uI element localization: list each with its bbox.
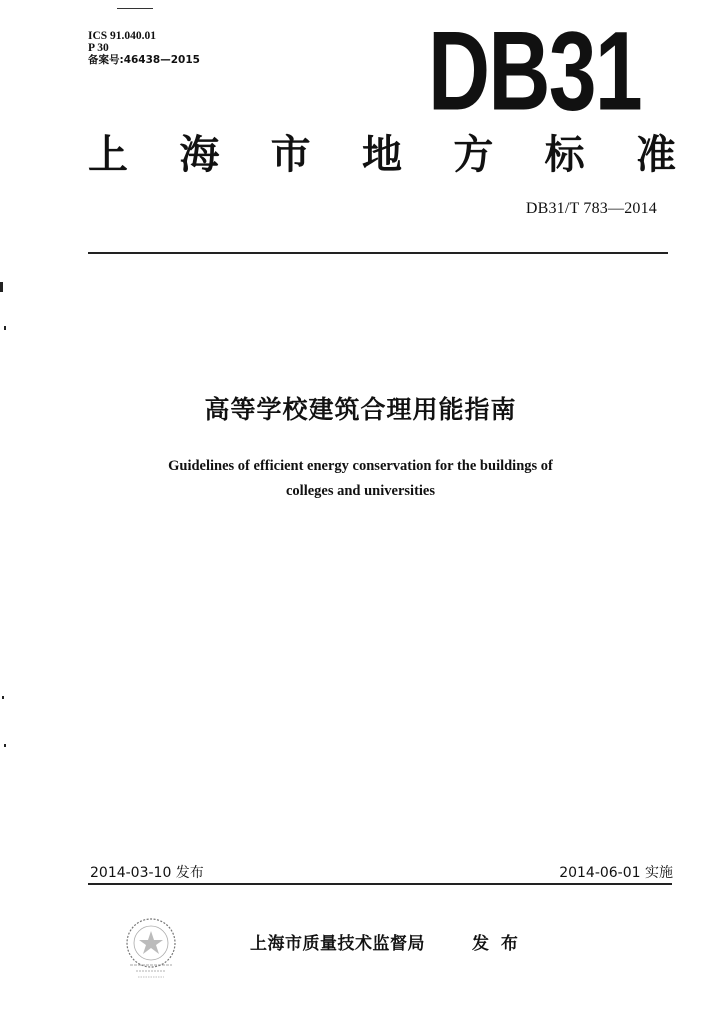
official-seal-icon <box>116 913 186 983</box>
scan-mark <box>2 696 4 699</box>
footer-divider <box>88 883 672 885</box>
title-char: 地 <box>361 131 402 178</box>
scan-mark <box>0 282 3 292</box>
db31-logo: DB31 <box>428 8 641 135</box>
publish-label: 发 布 <box>472 934 518 954</box>
issue-date: 2014-03-10 发布 <box>90 865 204 881</box>
standard-category-title <box>88 130 676 180</box>
top-rule <box>117 8 153 9</box>
title-char: 方 <box>453 131 494 178</box>
implementation-date: 2014-06-01 实施 <box>559 865 673 881</box>
scan-mark <box>4 326 6 330</box>
document-title-en-line1: Guidelines of efficient energy conservation for the buildings of <box>168 458 553 474</box>
title-char: 准 <box>635 131 676 178</box>
scan-mark <box>4 744 6 747</box>
title-char: 上 <box>88 131 128 178</box>
document-title-en-line2: colleges and universities <box>285 483 436 499</box>
title-char: 市 <box>270 131 311 178</box>
classification-code: P 30 <box>88 42 109 54</box>
publisher-name: 上海市质量技术监督局 <box>250 934 425 954</box>
header-divider <box>88 252 668 254</box>
ics-code: ICS 91.040.01 <box>88 30 157 42</box>
document-title-cn: 高等学校建筑合理用能指南 <box>204 395 517 424</box>
record-number: 备案号:46438—2015 <box>88 54 200 66</box>
standard-code: DB31/T 783—2014 <box>525 200 657 217</box>
title-char: 海 <box>179 131 220 178</box>
title-char: 标 <box>544 131 585 178</box>
